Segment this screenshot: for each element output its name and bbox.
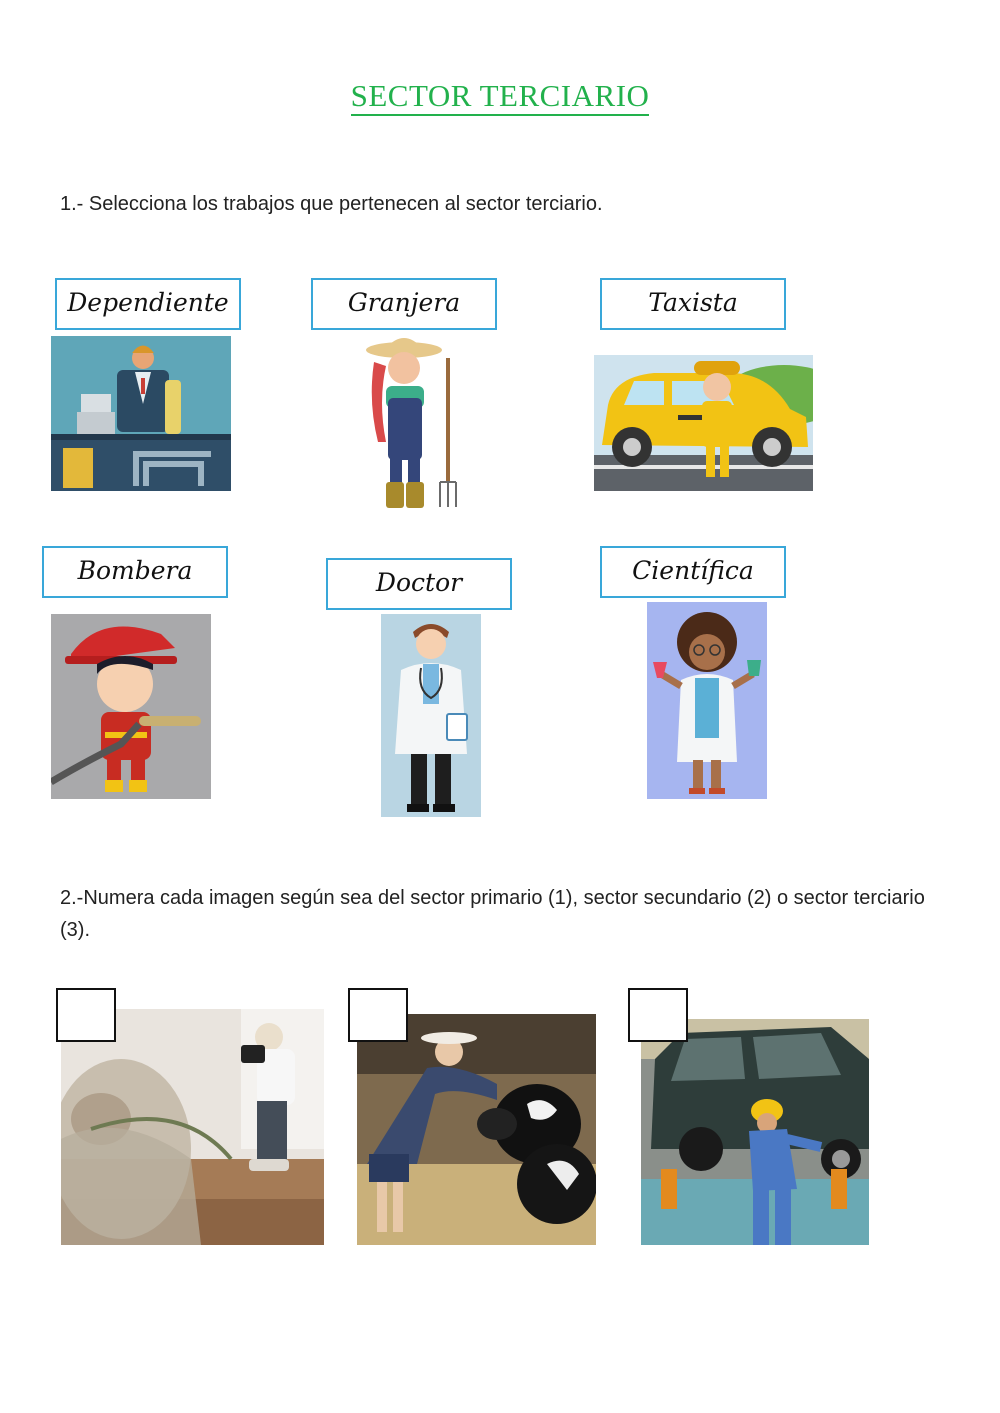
number-box-3[interactable] [628, 988, 688, 1042]
page-title [0, 78, 1000, 114]
doctor-illustration[interactable] [381, 614, 481, 817]
taxi-driver-illustration[interactable] [594, 355, 813, 491]
number-box-1[interactable] [56, 988, 116, 1042]
scientist-illustration[interactable] [647, 602, 767, 799]
question-1: 1.- Selecciona los trabajos que pertenecen al sector terciario. [60, 193, 603, 215]
farmer-illustration[interactable] [362, 332, 457, 514]
job-label-granjera[interactable]: Granjera [311, 278, 497, 330]
job-label-taxista[interactable]: Taxista [600, 278, 786, 330]
title-text: SECTOR TERCIARIO [351, 78, 650, 116]
number-box-2[interactable] [348, 988, 408, 1042]
photographer-photo [61, 1009, 324, 1245]
firefighter-illustration[interactable] [51, 614, 211, 799]
question-2: 2.-Numera cada imagen según sea del sector primario (1), sector secundario (2) o sector terciario (3). [60, 887, 925, 941]
job-label-cientifica[interactable]: Científica [600, 546, 786, 598]
farmer-with-cows-photo [357, 1014, 596, 1245]
job-label-doctor[interactable]: Doctor [326, 558, 512, 610]
job-label-bombera[interactable]: Bombera [42, 546, 228, 598]
job-label-dependiente[interactable]: Dependiente [55, 278, 241, 330]
car-factory-worker-photo [641, 1019, 869, 1245]
shop-clerk-illustration[interactable] [51, 336, 231, 491]
